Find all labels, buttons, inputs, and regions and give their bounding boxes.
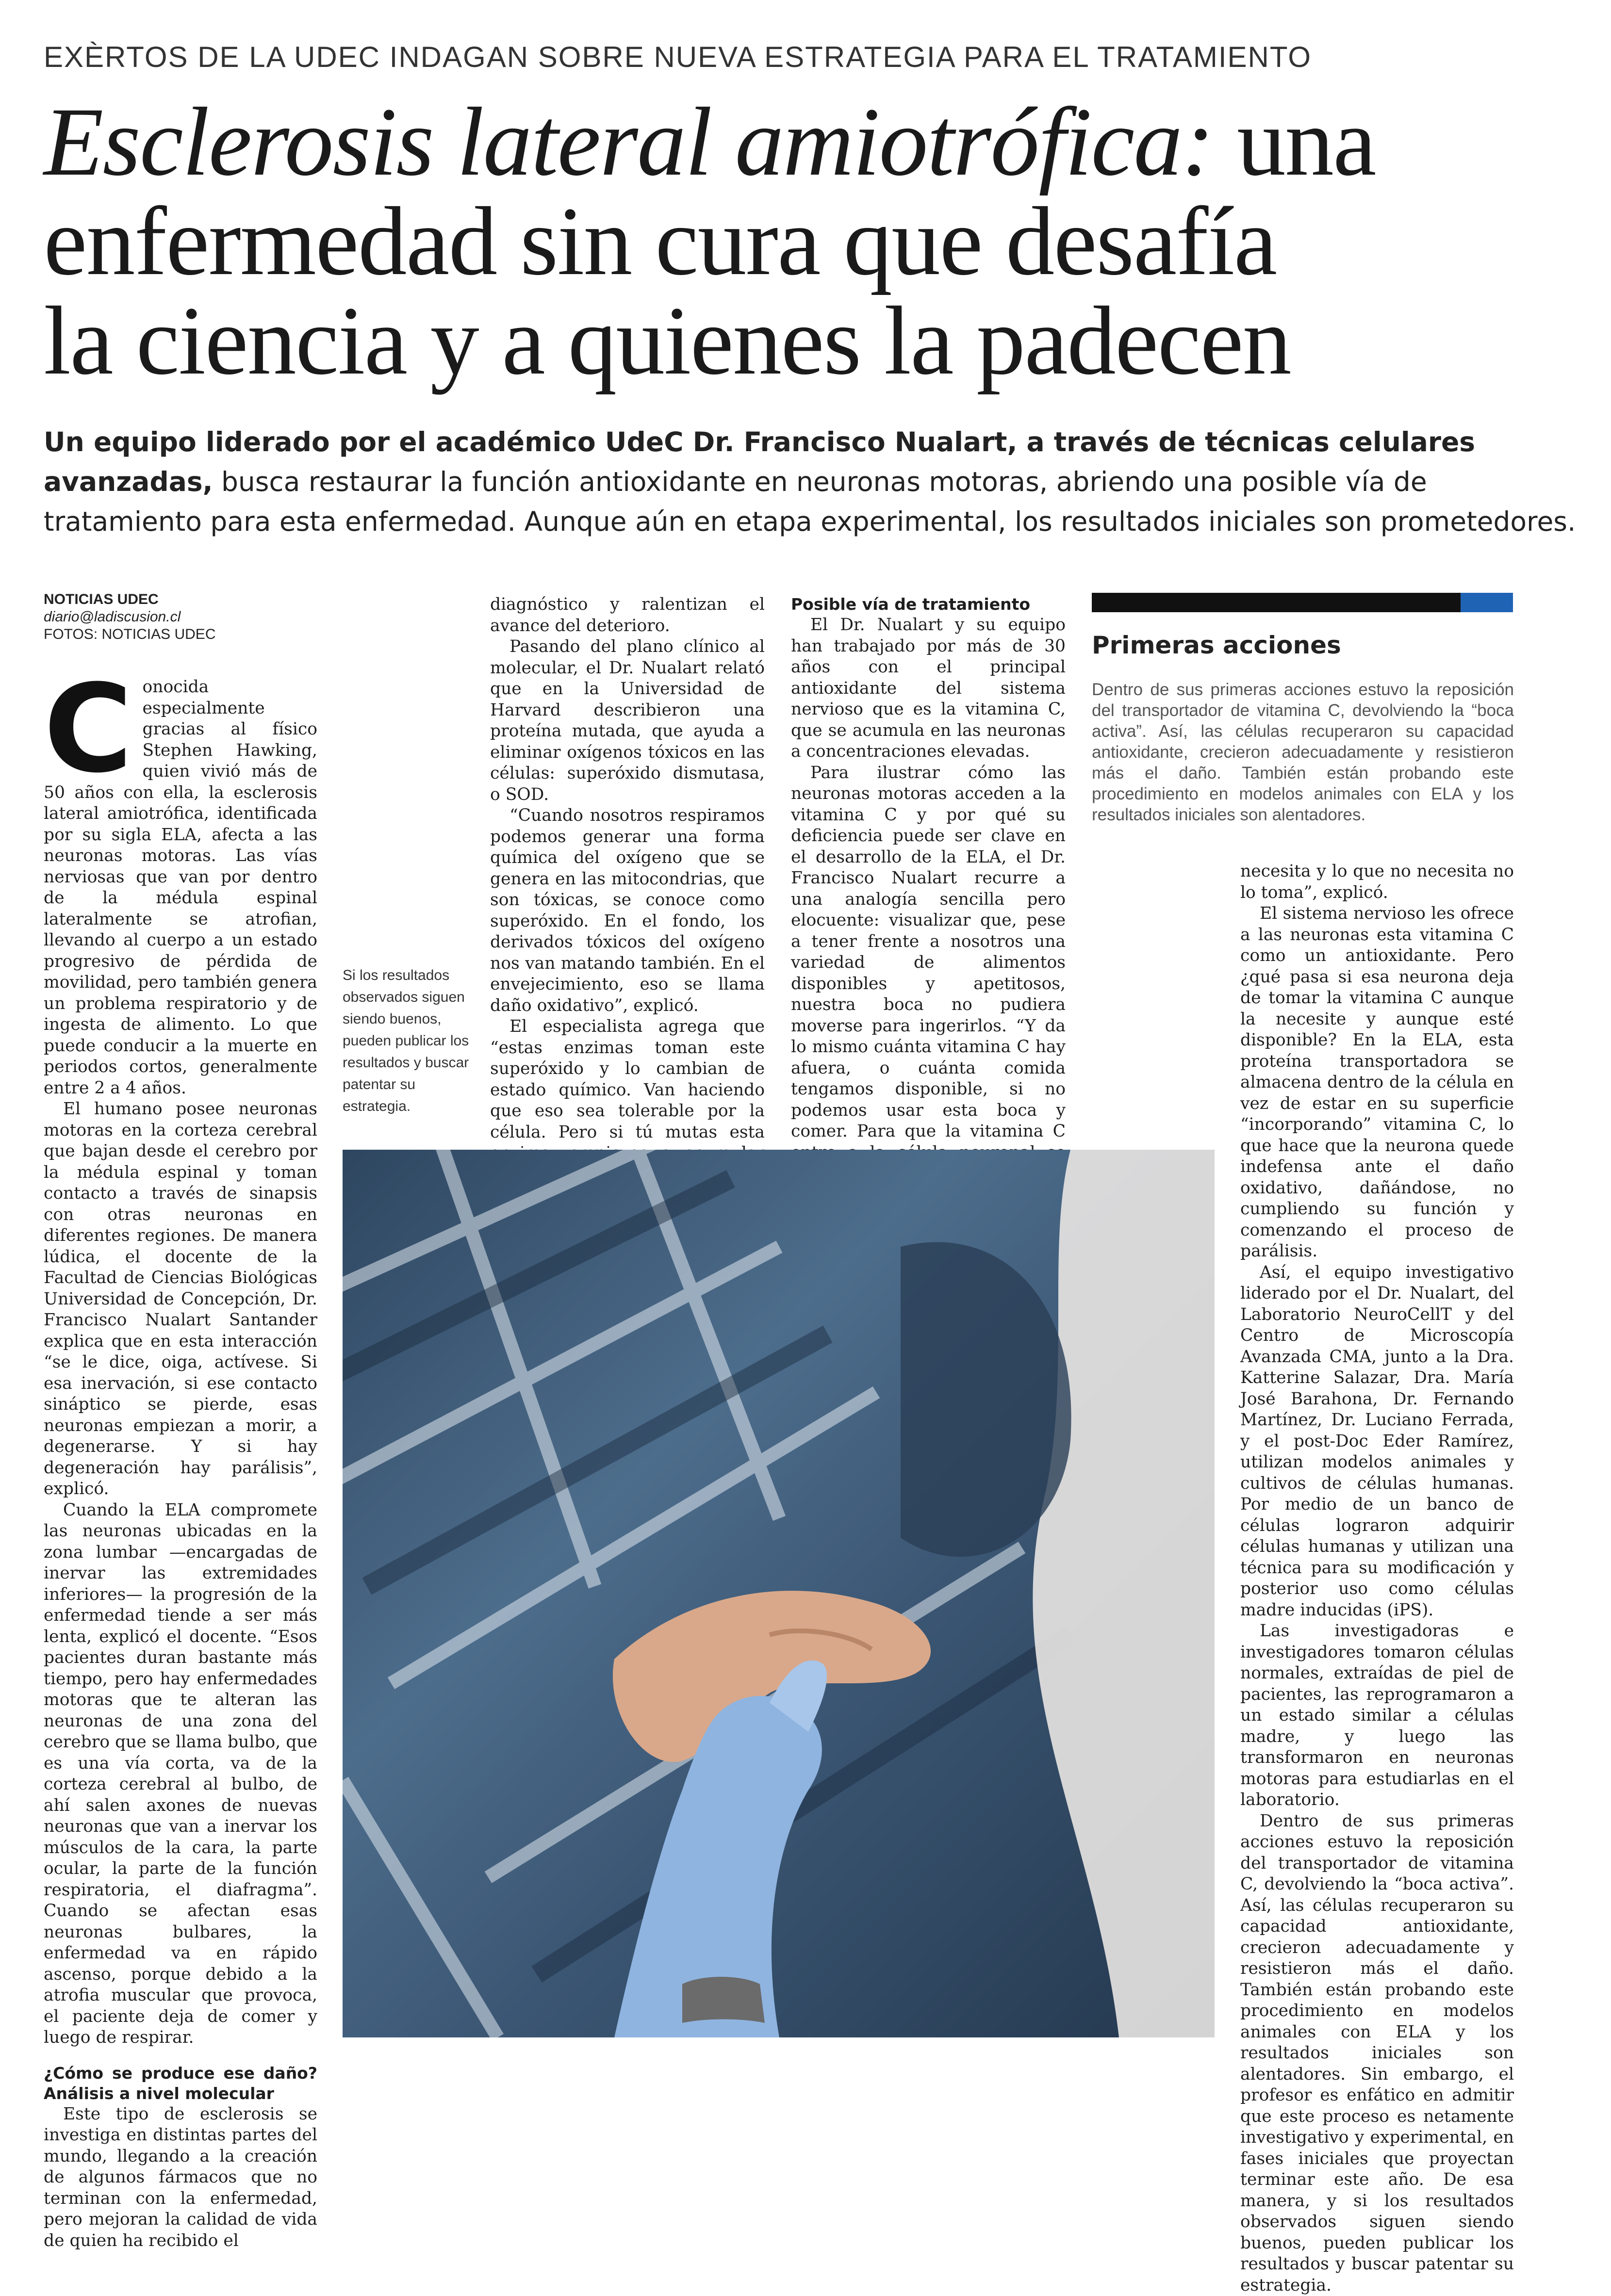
kicker: EXÈRTOS DE LA UDEC INDAGAN SOBRE NUEVA ESTRATEGIA PARA EL TRATAMIENTO (44, 40, 1567, 75)
byline-email: diario@ladiscusion.cl (44, 608, 383, 626)
headline-italic: Esclerosis lateral amiotrófica: (44, 87, 1213, 196)
body-paragraph: diagnóstico y ralentizan el avance del deterioro. (490, 594, 765, 636)
lead-paragraph (44, 422, 1577, 541)
body-paragraph: Para ilustrar cómo las neuronas motoras acceden a la vitamina C y por qué su deficiencia puede ser clave en el desarrollo de la ELA, el Dr. Francisco Nualart recurre a una analogía sencilla pero elocuente: visualizar que, pese a tener frente a nosotros una variedad de alimentos disponibles y apetitosos, nuestra boca no pudiera moverse para ingerirlos. “Y da lo mismo cuánta vitamina C hay afuera, o cuánta comida tengamos disponible, si no podemos usar esta boca y comer. Para que la vitamina C (791, 763, 1066, 1269)
article-column-4 (1240, 861, 1514, 2296)
body-paragraph: Este tipo de esclerosis se investiga en distintas partes del mundo, llegando a la creación de algunos fármacos que no terminan con la enfermedad, pero mejoran la calidad de vida de quien ha recibido el (44, 2104, 317, 2252)
headline-line3: la ciencia y a quienes la padecen (44, 291, 1587, 391)
sidebar-text: Dentro de sus primeras acciones estuvo la reposición del transportador de vitamina C, devolviendo la “boca activa”. Así, las células recuperaron su capacidad antioxidante, crecieron adecuadamente y resistieron más el daño. También están probando este procedimiento en modelos animales con ELA y los resultados iniciales son alentadores. (1092, 679, 1514, 825)
body-paragraph: onocida especialmente gracias al físico Stephen Hawking, quien vivió más de 50 años con ella, la esclerosis lateral amiotrófica, identificada por su sigla ELA, afecta a las neuronas motoras. Las vías nerviosas que van por dentro de la médula espinal lateralmente se atrofian, llevando al cuerpo a un estado progresivo de pérdida de movilidad, pero también genera un problema respiratorio y de ingesta de alimento. Lo que puede conducir a la muerte en periodos cortos, generalmente entre 2 a 4 años. (44, 677, 317, 1099)
headline (44, 92, 1587, 391)
section-heading: Posible vía de tratamiento (791, 594, 1066, 615)
body-paragraph: necesita y lo que no necesita no lo toma”, explicó. (1240, 861, 1514, 903)
section-heading: ¿Cómo se produce ese daño? Análisis a nivel molecular (44, 2063, 317, 2104)
byline-name: NOTICIAS UDEC (44, 591, 383, 608)
drop-cap: C (44, 681, 132, 778)
sidebar-bar-black (1092, 593, 1461, 612)
body-paragraph: “Cuando nosotros respiramos podemos generar una forma química del oxígeno que se genera en las mitocondrias, que son tóxicas, se conoce como superóxido. En el fondo, los derivados tóxicos del oxígeno nos van matando también. En el envejecimiento, eso se llama daño oxidativo”, explicó. (490, 805, 765, 1016)
body-paragraph: El especialista agrega que “estas enzimas toman este superóxido y lo cambian de estado químico. Van haciendo que eso sea tolerable por la célula. Pero si tú mutas esta (490, 1016, 765, 1206)
body-paragraph: El sistema nervioso les ofrece a las neuronas esta vitamina C como un antioxidante. Pero ¿qué pasa si esa neurona deja de tomar la vitamina C aunque la necesite y aunque esté disponible? En la ELA, esta proteína transportadora se almacena dentro de la célula en vez de estar en su superficie “incorporando” vitamina C, lo que hace que la neurona quede indefensa ante el daño oxidativo, dañándose, no cumpliendo su función y comenzando el proceso de parálisis. (1240, 903, 1514, 1262)
lead-regular: busca restaurar la función antioxidante en neuronas motoras, abriendo una posible vía de tratamiento para esta enfermedad. Aunque aún en etapa experimental, los resultados iniciales son prometedores. (44, 466, 1576, 537)
sidebar-title: Primeras acciones (1092, 631, 1514, 660)
body-paragraph: Cuando la ELA compromete las neuronas ubicadas en la zona lumbar —encargadas de inervar las extremidades inferiores— la progresión de la enfermedad tiende a ser más lenta, explicó el docente. “Esos pacientes duran bastante más tiempo, pero hay enfermedades motoras que te alteran las neuronas de una zona del cerebro que se llama bulbo, que es una vía corta, va de la corteza cerebral al bulbo, de ahí salen axones de nuevas neuronas que van a inervar los músculos de la cara, la parte ocular, la parte de la función respiratoria, el diafragma”. Cuando se afectan esas neuronas bulbares, la enfermedad va en rápido ascenso, porque debido a la atrofia muscular que provoca, el paciente deja de comer y luego de respirar. (44, 1500, 317, 2049)
headline-line2: enfermedad sin cura que desafía (44, 192, 1587, 291)
headline-line1-rest: una (1213, 87, 1375, 196)
body-paragraph: Pasando del plano clínico al molecular, el Dr. Nualart relató que en la Universidad de Harvard describieron una proteína mutada, que ayuda a eliminar oxígenos tóxicos en las células: superóxido dismutasa, o SOD. (490, 636, 765, 805)
lead-bold: Un equipo liderado por el académico UdeC Dr. Francisco Nualart, a través de técnicas celulares avanzadas, (44, 426, 1475, 497)
pull-quote: Si los resultados observados siguen siendo buenos, pueden publicar los resultados y buscar patentar su estrategia. (343, 964, 474, 1117)
body-paragraph: Así, el equipo investigativo liderado por el Dr. Nualart, del Laboratorio NeuroCellT y del Centro de Microscopía Avanzada CMA, junto a la Dra. Katterine Salazar, Dra. María José Barahona, Dr. Fernando Martínez, Dr. Luciano Ferrada, y el post-Doc Eder Ramírez, utilizan modelos animales y cultivos de células humanas. Por medio de un banco de células lograron adquirir células humanas y utilizan una técnica para su modificación y posterior uso como células madre inducidas (iPS). (1240, 1262, 1514, 1621)
body-paragraph: Dentro de sus primeras acciones estuvo la reposición del transportador de vitamina C, devolviendo la “boca activa”. Así, las células recuperaron su capacidad antioxidante, crecieron adecuadamente y resistieron más el daño. También están probando este procedimiento en modelos animales con ELA y los resultados iniciales son alentadores. Sin embargo, el profesor es enfático en admitir que este proceso es netamente investigativo y experimental, en fases iniciales que proyectan terminar este año. De esa manera, y si los resultados observados siguen siendo buenos, pueden publicar los resultados y buscar patentar su estrategia. (1240, 1811, 1514, 2296)
byline (44, 591, 383, 643)
article-photo (343, 1150, 1215, 2037)
body-paragraph: El humano posee neuronas motoras en la corteza cerebral que bajan desde el cerebro por la médula espinal y toman contacto a través de sinapsis con otras neuronas en diferentes regiones. De manera lúdica, el docente de la Facultad de Ciencias Biológicas Universidad de Concepción, Dr. Francisco Nualart Santander explica que en esta interacción “se le dice, oiga, actívese. Si esa inervación, si ese contacto sináptico se pierde, esas neuronas empiezan a morir, a degenerarse. Y si hay degeneración hay parálisis”, explicó. (44, 1099, 317, 1500)
photo-illustration (343, 1150, 1215, 2037)
article-column-1 (44, 677, 317, 2251)
article-column-2 (490, 594, 765, 1206)
byline-photos: FOTOS: NOTICIAS UDEC (44, 626, 383, 643)
sidebar-bar-blue (1461, 593, 1513, 612)
body-paragraph: El Dr. Nualart y su equipo han trabajado por más de 30 años con el principal antioxidante del sistema nervioso que es la vitamina C, que se acumula en las neuronas a concentraciones elevadas. (791, 615, 1066, 763)
body-paragraph: Las investigadoras e investigadores tomaron células normales, extraídas de piel de pacientes, las reprogramaron a un estado similar a células madre, y luego las transformaron en neuronas motoras para estudiarlas en el laboratorio. (1240, 1621, 1514, 1811)
